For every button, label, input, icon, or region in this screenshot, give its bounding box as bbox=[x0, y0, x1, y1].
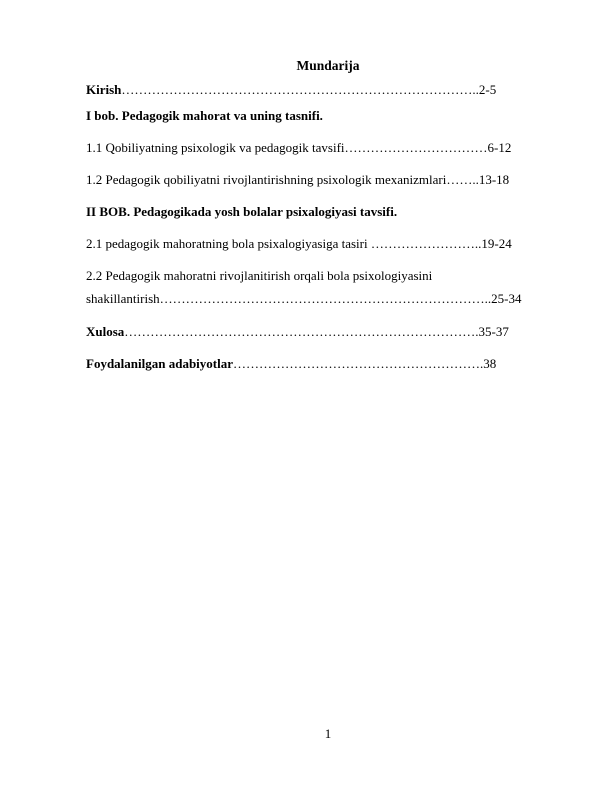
toc-entry-pages: 38 bbox=[483, 356, 497, 371]
toc-chapter-2-heading bbox=[86, 204, 546, 220]
toc-entry-title: II BOB. Pedagogikada yosh bolalar psixalogiyasi tavsifi. bbox=[86, 204, 398, 219]
toc-entry-title: 2.1 pedagogik mahoratning bola psixalogiyasiga tasiri bbox=[86, 236, 371, 251]
toc-entry-title: shakillantirish bbox=[86, 291, 160, 306]
toc-entry-pages: 19-24 bbox=[481, 236, 512, 251]
toc-entry-title: 1.1 Qobiliyatning psixologik va pedagogik tavsifi bbox=[86, 140, 345, 155]
toc-entry-dots: ………………………………………………………………….. bbox=[159, 291, 492, 306]
toc-entry-1-2 bbox=[86, 172, 546, 188]
toc-entry-dots: …………………………………………………. bbox=[233, 356, 484, 371]
toc-entry-2-2-line1 bbox=[86, 268, 546, 284]
toc-entry-1-1 bbox=[86, 140, 546, 156]
toc-chapter-1-heading bbox=[86, 108, 546, 124]
toc-entry-2-2-line2 bbox=[86, 291, 546, 307]
toc-entry-title: Xulosa bbox=[86, 324, 125, 339]
toc-entry-adabiyotlar bbox=[86, 356, 546, 372]
toc-entry-dots: …………………….. bbox=[370, 236, 482, 251]
toc-entry-dots: …….. bbox=[446, 172, 479, 187]
toc-entry-title: 2.2 Pedagogik mahoratni rivojlanitirish orqali bola psixologiyasini bbox=[86, 268, 433, 283]
toc-entry-title: 1.2 Pedagogik qobiliyatni rivojlantirishning psixologik mexanizmlari bbox=[86, 172, 447, 187]
toc-entry-pages: 35-37 bbox=[478, 324, 509, 339]
toc-entry-title: I bob. Pedagogik mahorat va uning tasnifi. bbox=[86, 108, 323, 123]
toc-entry-dots: …………………………… bbox=[344, 140, 488, 155]
toc-entry-2-1 bbox=[86, 236, 546, 252]
toc-entry-kirish bbox=[86, 82, 546, 98]
toc-entry-pages: 25-34 bbox=[491, 291, 522, 306]
toc-entry-pages: 6-12 bbox=[487, 140, 512, 155]
toc-entry-pages: 2-5 bbox=[478, 82, 497, 97]
toc-entry-title: Foydalanilgan adabiyotlar bbox=[86, 356, 233, 371]
toc-entry-pages: 13-18 bbox=[478, 172, 510, 187]
toc-entry-dots: ………………………………………………………………………. bbox=[124, 324, 479, 339]
toc-entry-xulosa bbox=[86, 324, 546, 340]
toc-entry-title: Kirish bbox=[86, 82, 122, 97]
page-number: 1 bbox=[324, 726, 332, 741]
toc-entry-dots: ……………………………………………………………………….. bbox=[121, 82, 479, 97]
page-title: Mundarija bbox=[296, 58, 360, 73]
